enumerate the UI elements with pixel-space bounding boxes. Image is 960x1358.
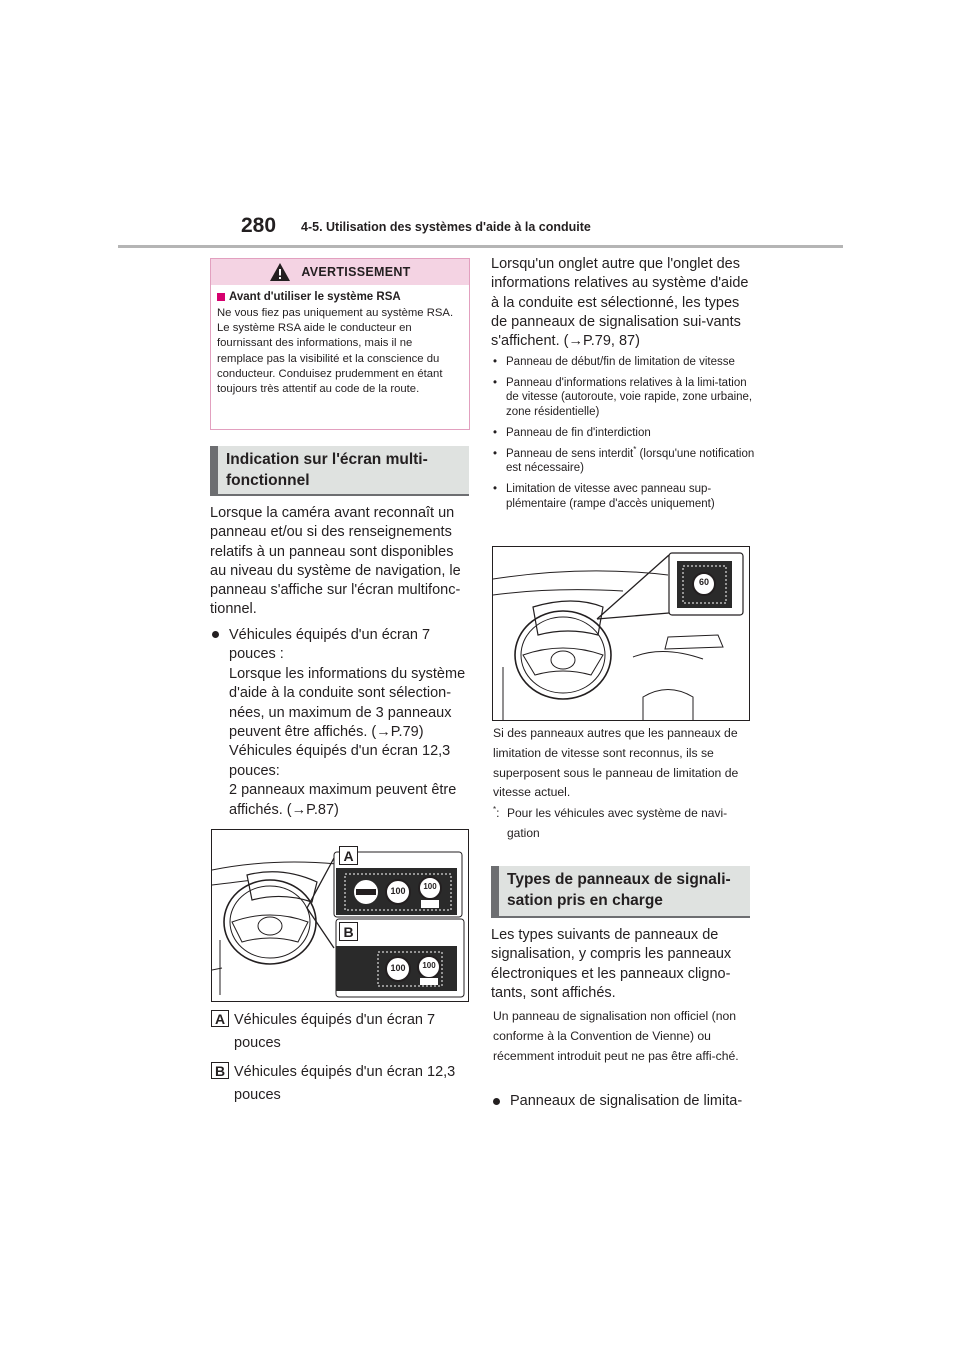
- bullet-speed-limit-text: Panneaux de signalisation de limita-: [510, 1093, 743, 1109]
- figure-label-a: A: [339, 846, 358, 865]
- bullet-line-7-inch-detail: Lorsque les informations du système d'aide à la conduite sont sélection-nées, un maximum de 3 panneaux peuvent être affichés. (→P.79): [229, 665, 466, 741]
- warning-text: Ne vous fiez pas uniquement au système RSA. Le système RSA aide le conducteur en fournissant des informations, mais il ne remplace pas la visibilité et la conscience du conducteur. Conduisez prudemment en étant toujours très attentif au code de la route.: [217, 307, 454, 396]
- section2-text: Les types suivants de panneaux de signalisation, y compris les panneaux électroniques et les panneaux cligno-tants, sont affichés.: [491, 927, 732, 1001]
- bullet-line-12-inch: Véhicules équipés d'un écran 12,3 pouces:: [229, 743, 451, 779]
- speed-sign-100-b: 100: [390, 963, 406, 973]
- legend-a-text: Véhicules équipés d'un écran 7 pouces: [234, 1012, 436, 1051]
- square-bullet-icon: [217, 293, 225, 301]
- warning-subtitle-text: Avant d'utiliser le système RSA: [229, 291, 401, 303]
- bullet-dot-icon: [212, 631, 219, 638]
- bullet-dot-icon: [493, 1098, 500, 1105]
- figure-dashboard-60: [492, 546, 750, 721]
- bullet-icon: •: [493, 483, 498, 496]
- list-item: • Panneau de début/fin de limitation de vitesse: [493, 356, 735, 368]
- section1-intro: Lorsque la caméra avant reconnaît un panneau et/ou si des renseignements relatifs à un panneau sont disponibles au niveau du système de navigation, le panneau s'affiche sur l'écran multifonc-tionnel.: [210, 505, 461, 618]
- speed-sign-100-secondary: 100: [423, 882, 437, 891]
- legend-b-text: Véhicules équipés d'un écran 12,3 pouces: [234, 1064, 456, 1103]
- dashboard-60-illustration: [493, 547, 750, 721]
- bullet-speed-limit-signs: [493, 1092, 755, 1111]
- bullet-icon: •: [493, 356, 498, 368]
- figure-label-b: B: [339, 922, 358, 941]
- section-heading-indication: Indication sur l'écran multi-fonctionnel: [210, 446, 469, 496]
- warning-title: AVERTISSEMENT: [301, 265, 411, 279]
- legend-a: [211, 1009, 471, 1055]
- list-item: • Panneau de sens interdit* (lorsqu'une notification est nécessaire): [493, 445, 755, 475]
- bullet-icon: •: [493, 377, 498, 390]
- bullet-screen-sizes: [212, 626, 474, 820]
- list-item: • Panneau de fin d'interdiction: [493, 426, 651, 439]
- right-intro: Lorsqu'un onglet autre que l'onglet des informations relatives au système d'aide à la conduite est sélectionné, les types de panneaux de signalisation sui-vants s'affichent. (→P.79, 87): [491, 256, 749, 350]
- header-rule: [118, 245, 843, 248]
- footnote-text: Pour les véhicules avec système de navi-gation: [507, 806, 728, 840]
- figure-caption: Si des panneaux autres que les panneaux de limitation de vitesse sont reconnus, ils se superposent sous le panneau de limitation de vitesse actuel.: [493, 726, 739, 800]
- legend-b: [211, 1061, 471, 1107]
- section-title: 4-5. Utilisation des systèmes d'aide à la conduite: [301, 220, 591, 234]
- legend-b-badge: B: [211, 1062, 229, 1079]
- warning-header: [211, 259, 469, 285]
- speed-sign-100-b-secondary: 100: [422, 961, 436, 970]
- speed-sign-60: 60: [698, 577, 709, 587]
- bullet-icon: •: [493, 448, 498, 461]
- bullet-line-7-inch: Véhicules équipés d'un écran 7 pouces :: [229, 627, 431, 663]
- list-item: • Limitation de vitesse avec panneau sup-plémentaire (rampe d'accès uniquement): [493, 483, 715, 510]
- warning-triangle-icon: [269, 262, 291, 282]
- sign-type-list: [493, 355, 755, 518]
- section2-note: Un panneau de signalisation non officiel (non conforme à la Convention de Vienne) ou récemment introduit peut ne pas être affi-ché.: [493, 1009, 739, 1063]
- list-item: • Panneau d'informations relatives à la limi-tation de vitesse (autoroute, voie rapide, zone urbaine, zone résidentielle): [493, 377, 753, 418]
- figure-dashboard-screens: [211, 829, 469, 1002]
- footnote: [493, 803, 753, 843]
- bullet-icon: •: [493, 426, 498, 439]
- bullet-line-12-inch-detail: 2 panneaux maximum peuvent être affichés. (→P.87): [229, 782, 457, 818]
- footnote-mark: *: [493, 805, 497, 814]
- speed-sign-100: 100: [390, 886, 406, 896]
- warning-subtitle: [217, 291, 461, 303]
- page-number: 280: [241, 214, 277, 237]
- section-heading-sign-types: Types de panneaux de signali-sation pris en charge: [491, 866, 750, 918]
- warning-box: [210, 258, 470, 430]
- legend-a-badge: A: [211, 1010, 229, 1027]
- footnote-colon: :: [496, 806, 500, 820]
